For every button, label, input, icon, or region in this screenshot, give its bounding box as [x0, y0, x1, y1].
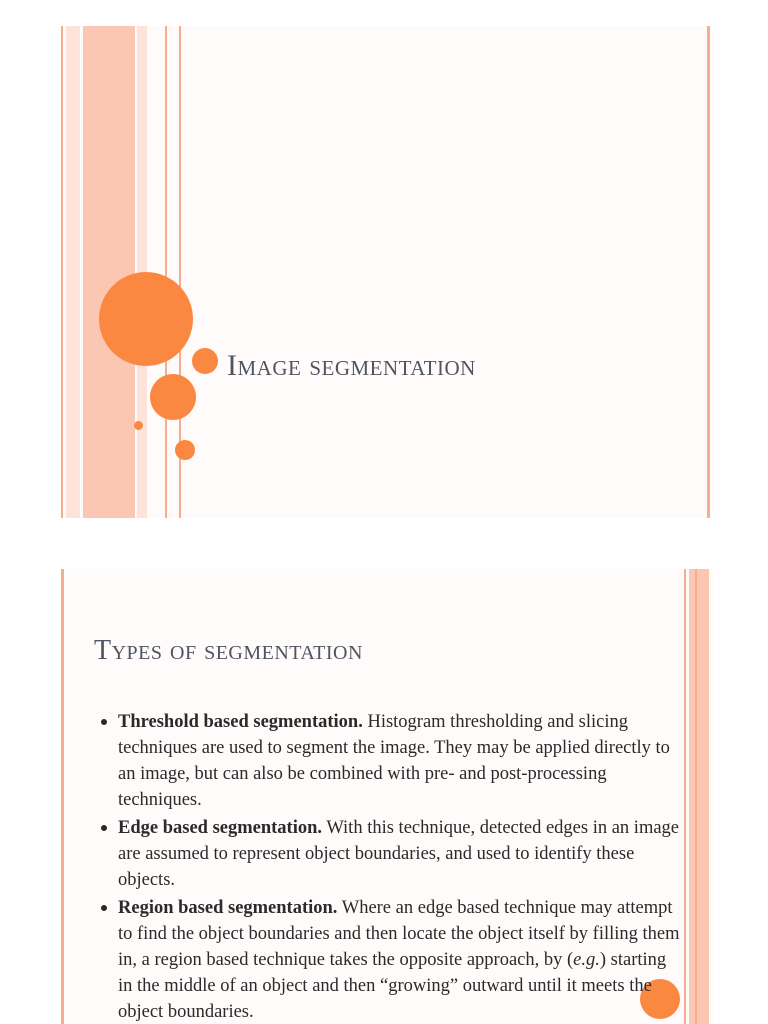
slide-title-text: Image segmentation: [227, 349, 476, 382]
list-item: [101, 709, 681, 813]
decor-circle-tiny: [134, 421, 143, 430]
bullet-text: With this technique, detected edges in an image are assumed to represent object boundaries, and used to identify these objects.: [118, 818, 680, 890]
bullet-dot-icon: [101, 905, 107, 911]
bullet-dot-icon: [101, 825, 107, 831]
decor-stripe: [61, 26, 63, 518]
bullet-term: Region based segmentation.: [118, 898, 338, 918]
slide-types: [61, 569, 713, 1024]
bullet-dot-icon: [101, 719, 107, 725]
decor-stripe: [83, 26, 135, 518]
bullet-list: [101, 709, 681, 1024]
decor-stripe: [684, 569, 686, 1024]
decor-stripe: [695, 569, 697, 1024]
list-item: [101, 815, 681, 893]
decor-circle-large: [99, 272, 193, 366]
list-item: [101, 895, 681, 1024]
bullet-text: Where an edge based technique may attempt to find the object boundaries and then locate the object itself by filling them in, a region based technique takes the opposite approach, by (: [118, 898, 680, 970]
decor-stripe: [707, 26, 710, 518]
bullet-term: Threshold based segmentation.: [118, 712, 363, 732]
decor-circle: [150, 374, 196, 420]
slide-heading: Types of segmentation: [94, 635, 363, 666]
decor-stripe: [66, 26, 80, 518]
decor-circle: [192, 348, 218, 374]
decor-circle: [175, 440, 195, 460]
decor-stripe: [61, 569, 64, 1024]
bullet-text: ) starting in the middle of an object and then “growing” outward until it meets the object boundaries.: [118, 950, 667, 1022]
bullet-term: Edge based segmentation.: [118, 818, 323, 838]
slide-title: [61, 26, 713, 518]
bullet-text-italic: e.g.: [573, 950, 600, 970]
decor-stripe: [689, 569, 709, 1024]
bullet-text: Histogram thresholding and slicing techniques are used to segment the image. They may be applied directly to an image, but can also be combined with pre- and post-processing techniques.: [118, 712, 670, 810]
decor-stripe: [165, 26, 167, 518]
